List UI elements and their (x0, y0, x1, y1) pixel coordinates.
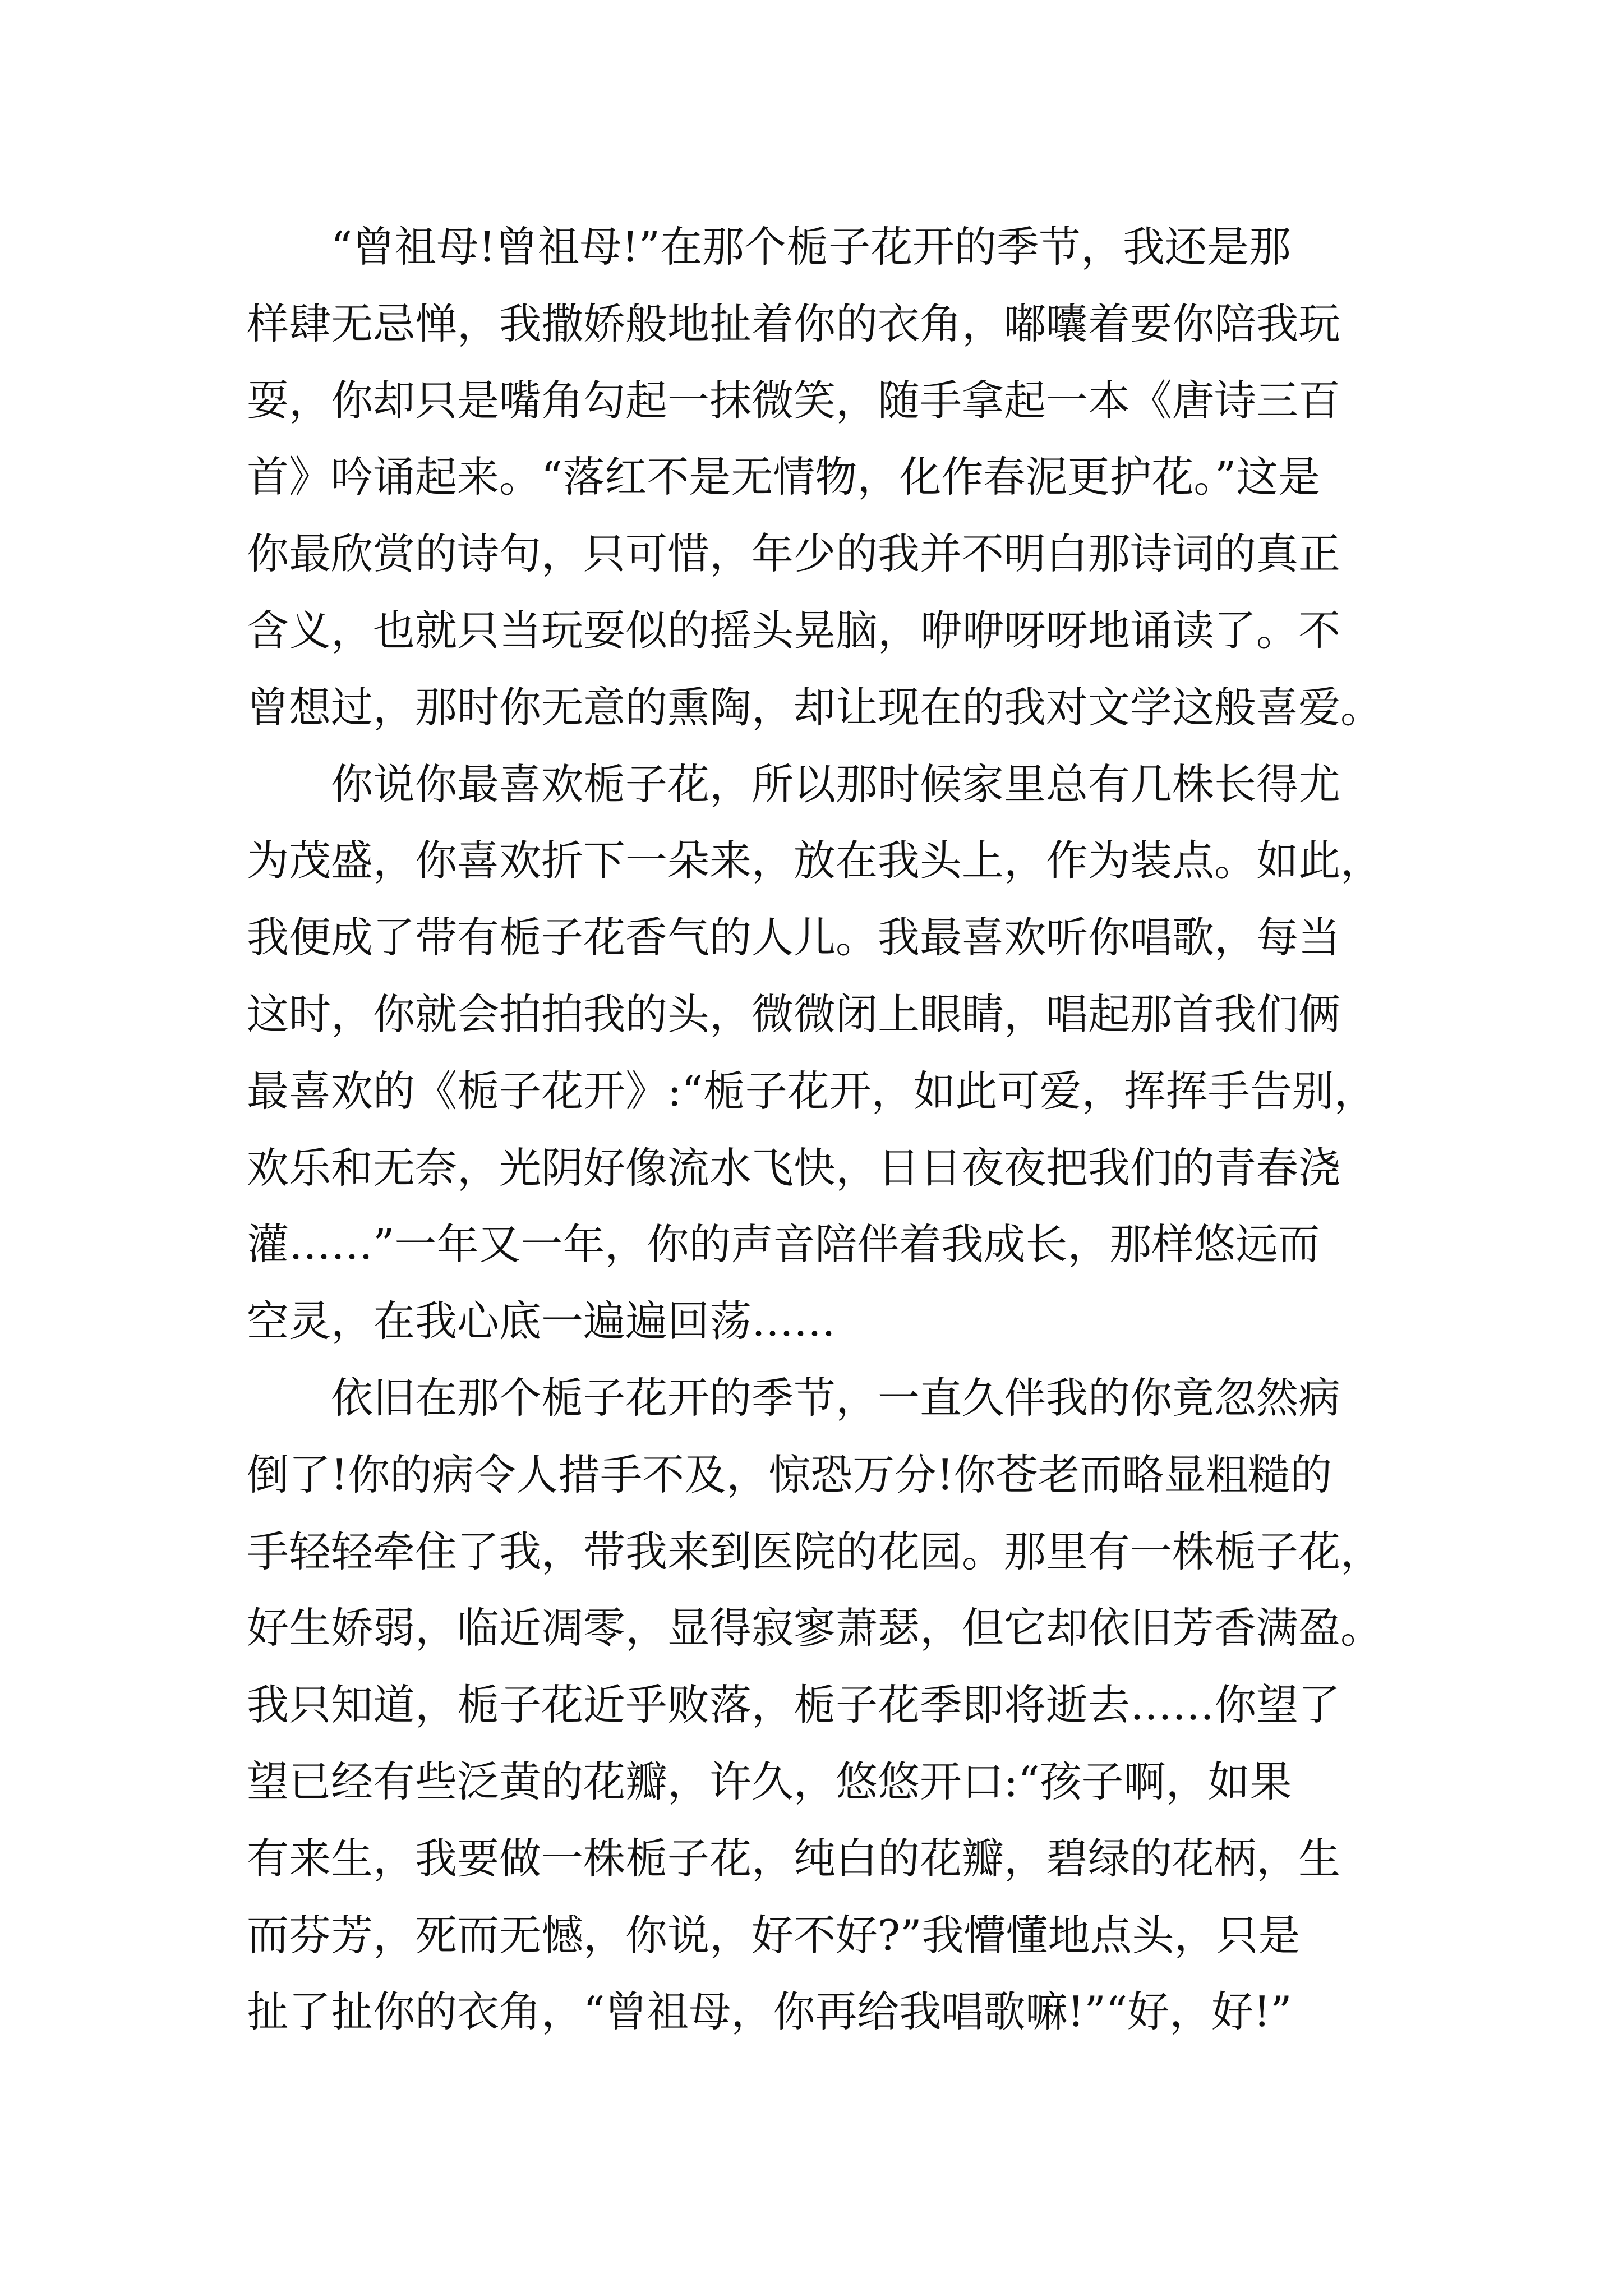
text-line: 扯了扯你的衣角，“曾祖母，你再给我唱歌嘛!”“好，好!” (247, 1987, 1292, 2037)
document-body (247, 209, 1391, 2050)
text-line: 我便成了带有栀子花香气的人儿。我最喜欢听你唱歌，每当 (247, 913, 1341, 963)
text-line: 耍，你却只是嘴角勾起一抹微笑，随手拿起一本《唐诗三百 (247, 375, 1341, 425)
paragraph-3 (247, 1360, 1391, 2050)
text-line: 手轻轻牵住了我，带我来到医院的花园。那里有一株栀子花， (247, 1526, 1383, 1576)
text-line: 依旧在那个栀子花开的季节，一直久伴我的你竟忽然病 (331, 1373, 1341, 1423)
paragraph-2 (247, 746, 1391, 1360)
paragraph-1 (247, 209, 1391, 746)
text-line: 灌……”一年又一年，你的声音陪伴着我成长，那样悠远而 (247, 1220, 1320, 1269)
text-line: 我只知道，栀子花近乎败落，栀子花季即将逝去……你望了 (247, 1680, 1341, 1730)
text-line: 曾想过，那时你无意的熏陶，却让现在的我对文学这般喜爱。 (247, 682, 1383, 732)
text-line: 首》吟诵起来。“落红不是无情物，化作春泥更护花。”这是 (247, 452, 1321, 502)
text-line: 你最欣赏的诗句，只可惜，年少的我并不明白那诗词的真正 (247, 529, 1341, 579)
text-line: 欢乐和无奈，光阴好像流水飞快，日日夜夜把我们的青春浇 (247, 1143, 1341, 1193)
text-line: 最喜欢的《栀子花开》:“栀子花开，如此可爱，挥挥手告别， (247, 1066, 1376, 1116)
text-line: 样肆无忌惮，我撒娇般地扯着你的衣角，嘟囔着要你陪我玩 (247, 298, 1341, 348)
text-line: 倒了!你的病令人措手不及，惊恐万分!你苍老而略显粗糙的 (247, 1450, 1332, 1499)
text-line: 望已经有些泛黄的花瓣，许久，悠悠开口:“孩子啊，如果 (247, 1756, 1292, 1806)
text-line: 有来生，我要做一株栀子花，纯白的花瓣，碧绿的花柄，生 (247, 1833, 1341, 1883)
text-line: 空灵，在我心底一遍遍回荡…… (247, 1296, 836, 1346)
text-line: 这时，你就会拍拍我的头，微微闭上眼睛，唱起那首我们俩 (247, 989, 1341, 1039)
text-line: 含义，也就只当玩耍似的摇头晃脑，咿咿呀呀地诵读了。不 (247, 605, 1341, 655)
text-line: 你说你最喜欢栀子花，所以那时候家里总有几株长得尤 (331, 759, 1341, 809)
text-line: 而芬芳，死而无憾，你说，好不好?”我懵懂地点头，只是 (247, 1910, 1301, 1960)
text-line: 好生娇弱，临近凋零，显得寂寥萧瑟，但它却依旧芳香满盈。 (247, 1603, 1383, 1653)
text-line: “曾祖母!曾祖母!”在那个栀子花开的季节，我还是那 (331, 222, 1291, 272)
text-line: 为茂盛，你喜欢折下一朵来，放在我头上，作为装点。如此， (247, 836, 1383, 886)
